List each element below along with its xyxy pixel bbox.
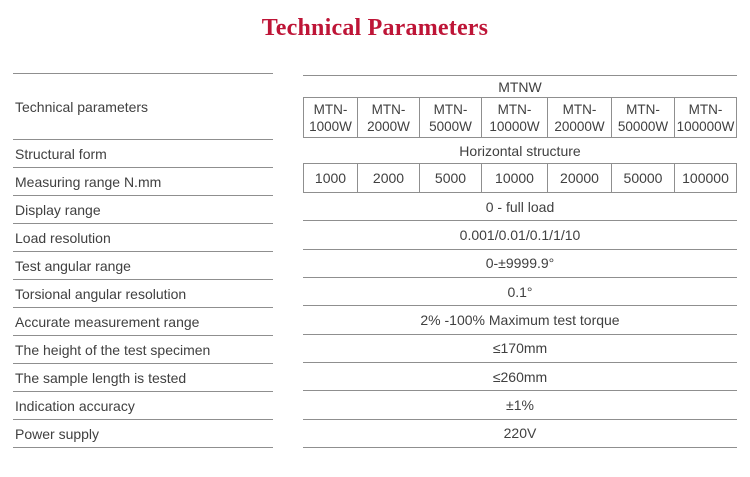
range-cell-3: 5000 bbox=[420, 164, 482, 192]
load-resolution-value: 0.001/0.01/0.1/1/10 bbox=[303, 221, 737, 249]
range-cell-6: 50000 bbox=[612, 164, 675, 192]
range-cell-1: 1000 bbox=[303, 164, 358, 192]
model-cell-4: MTN-10000W bbox=[482, 98, 548, 137]
row-label-sample-length: The sample length is tested bbox=[13, 364, 273, 392]
structural-form-value: Horizontal structure bbox=[303, 138, 737, 164]
model-cell-5: MTN-20000W bbox=[548, 98, 612, 137]
power-supply-value: 220V bbox=[303, 420, 737, 448]
parameter-values-column bbox=[303, 75, 737, 448]
range-cell-7: 100000 bbox=[675, 164, 737, 192]
indication-accuracy-value: ±1% bbox=[303, 391, 737, 419]
model-cell-2: MTN-2000W bbox=[358, 98, 420, 137]
accurate-measurement-range-value: 2% -100% Maximum test torque bbox=[303, 306, 737, 334]
row-label-structural-form: Structural form bbox=[13, 140, 273, 168]
specimen-height-value: ≤170mm bbox=[303, 335, 737, 363]
model-cell-1: MTN-1000W bbox=[303, 98, 358, 137]
row-label-load-resolution: Load resolution bbox=[13, 224, 273, 252]
model-cell-7: MTN-100000W bbox=[675, 98, 737, 137]
row-label-accurate-measurement-range: Accurate measurement range bbox=[13, 308, 273, 336]
page-title: Technical Parameters bbox=[261, 15, 489, 41]
parameter-header-label: Technical parameters bbox=[13, 74, 273, 140]
row-label-torsional-angular-resolution: Torsional angular resolution bbox=[13, 280, 273, 308]
sample-length-value: ≤260mm bbox=[303, 363, 737, 391]
model-cell-3: MTN-5000W bbox=[420, 98, 482, 137]
range-cell-5: 20000 bbox=[548, 164, 612, 192]
row-label-specimen-height: The height of the test specimen bbox=[13, 336, 273, 364]
model-header-row bbox=[303, 98, 737, 138]
torsional-angular-resolution-value: 0.1° bbox=[303, 278, 737, 306]
display-range-value: 0 - full load bbox=[303, 193, 737, 221]
row-label-power-supply: Power supply bbox=[13, 420, 273, 448]
row-label-indication-accuracy: Indication accuracy bbox=[13, 392, 273, 420]
parameter-labels-column bbox=[13, 73, 273, 448]
range-cell-2: 2000 bbox=[358, 164, 420, 192]
row-label-measuring-range: Measuring range N.mm bbox=[13, 168, 273, 196]
row-label-test-angular-range: Test angular range bbox=[13, 252, 273, 280]
measuring-range-row bbox=[303, 164, 737, 193]
row-label-display-range: Display range bbox=[13, 196, 273, 224]
range-cell-4: 10000 bbox=[482, 164, 548, 192]
model-cell-6: MTN-50000W bbox=[612, 98, 675, 137]
test-angular-range-value: 0-±9999.9° bbox=[303, 250, 737, 278]
series-header: MTNW bbox=[303, 76, 737, 98]
